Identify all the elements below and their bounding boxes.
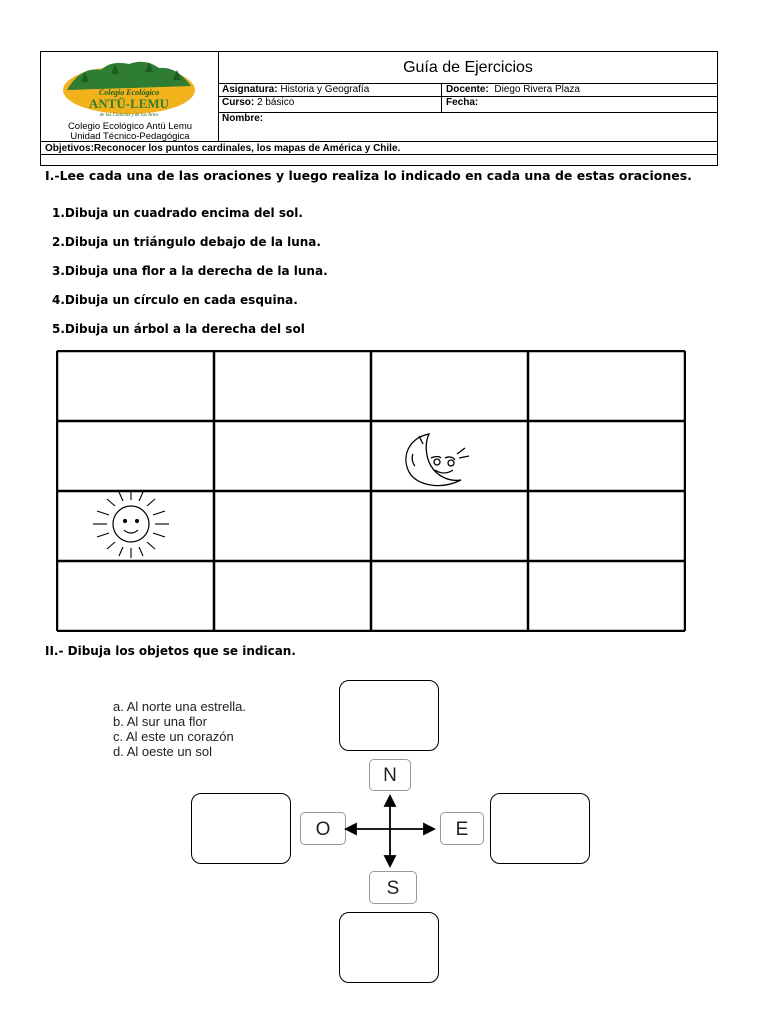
item-4: 4.Dibuja un círculo en cada esquina. xyxy=(52,293,298,307)
nombre-label: Nombre: xyxy=(222,113,264,124)
asignatura-value: Historia y Geografía xyxy=(280,84,370,95)
list-item-b: b. Al sur una flor xyxy=(113,714,207,729)
fecha-label: Fecha: xyxy=(446,97,479,108)
logo-line2: ANTÜ-LEMU xyxy=(88,96,170,111)
east-drawing-box[interactable] xyxy=(490,793,590,864)
south-drawing-box[interactable] xyxy=(339,912,439,983)
page-title: Guía de Ejercicios xyxy=(219,52,717,84)
school-unit: Unidad Técnico-Pedagógica xyxy=(70,131,190,142)
docente-label: Docente: xyxy=(446,84,489,95)
header-row-curso xyxy=(219,96,717,113)
list-item-d: d. Al oeste un sol xyxy=(113,744,213,759)
east-label: E xyxy=(440,812,484,845)
logo-cell xyxy=(41,52,219,141)
header-row-asignatura xyxy=(219,83,717,97)
drawing-grid xyxy=(56,350,686,632)
item-3: 3.Dibuja una flor a la derecha de la luna. xyxy=(52,264,328,278)
list-item-a: a. Al norte una estrella. xyxy=(113,699,246,714)
curso-value: 2 básico xyxy=(257,97,295,108)
compass-arrows-icon xyxy=(340,790,440,870)
logo-line1: Colegio Ecológico xyxy=(98,88,160,97)
list-item-c: c. Al este un corazón xyxy=(113,729,234,744)
curso-label: Curso: xyxy=(222,97,255,108)
logo-line3: de las Ciencias y de las Artes xyxy=(99,113,159,118)
asignatura-label: Asignatura: xyxy=(222,84,278,95)
header-table xyxy=(40,51,718,166)
north-drawing-box[interactable] xyxy=(339,680,439,751)
school-name: Colegio Ecológico Antü Lemu xyxy=(67,121,193,132)
west-drawing-box[interactable] xyxy=(191,793,291,864)
section2-instruction: II.- Dibuja los objetos que se indican. xyxy=(45,644,296,658)
item-1: 1.Dibuja un cuadrado encima del sol. xyxy=(52,206,303,220)
west-label: O xyxy=(300,812,346,845)
header-row-nombre xyxy=(219,112,717,141)
school-logo xyxy=(41,52,219,120)
south-label: S xyxy=(369,871,417,904)
sun-icon xyxy=(93,490,169,558)
grid-lines xyxy=(56,350,686,632)
item-2: 2.Dibuja un triángulo debajo de la luna. xyxy=(52,235,321,249)
north-label: N xyxy=(369,759,411,791)
docente-value: Diego Rivera Plaza xyxy=(494,84,580,95)
directions-list xyxy=(113,699,246,759)
moon-icon xyxy=(406,434,469,486)
objetivos-row: Objetivos:Reconocer los puntos cardinales, los mapas de América y Chile. xyxy=(41,141,717,155)
section1-instruction: I.-Lee cada una de las oraciones y luego realiza lo indicado en cada una de estas oraciones. xyxy=(45,168,692,183)
item-5: 5.Dibuja un árbol a la derecha del sol xyxy=(52,322,305,336)
